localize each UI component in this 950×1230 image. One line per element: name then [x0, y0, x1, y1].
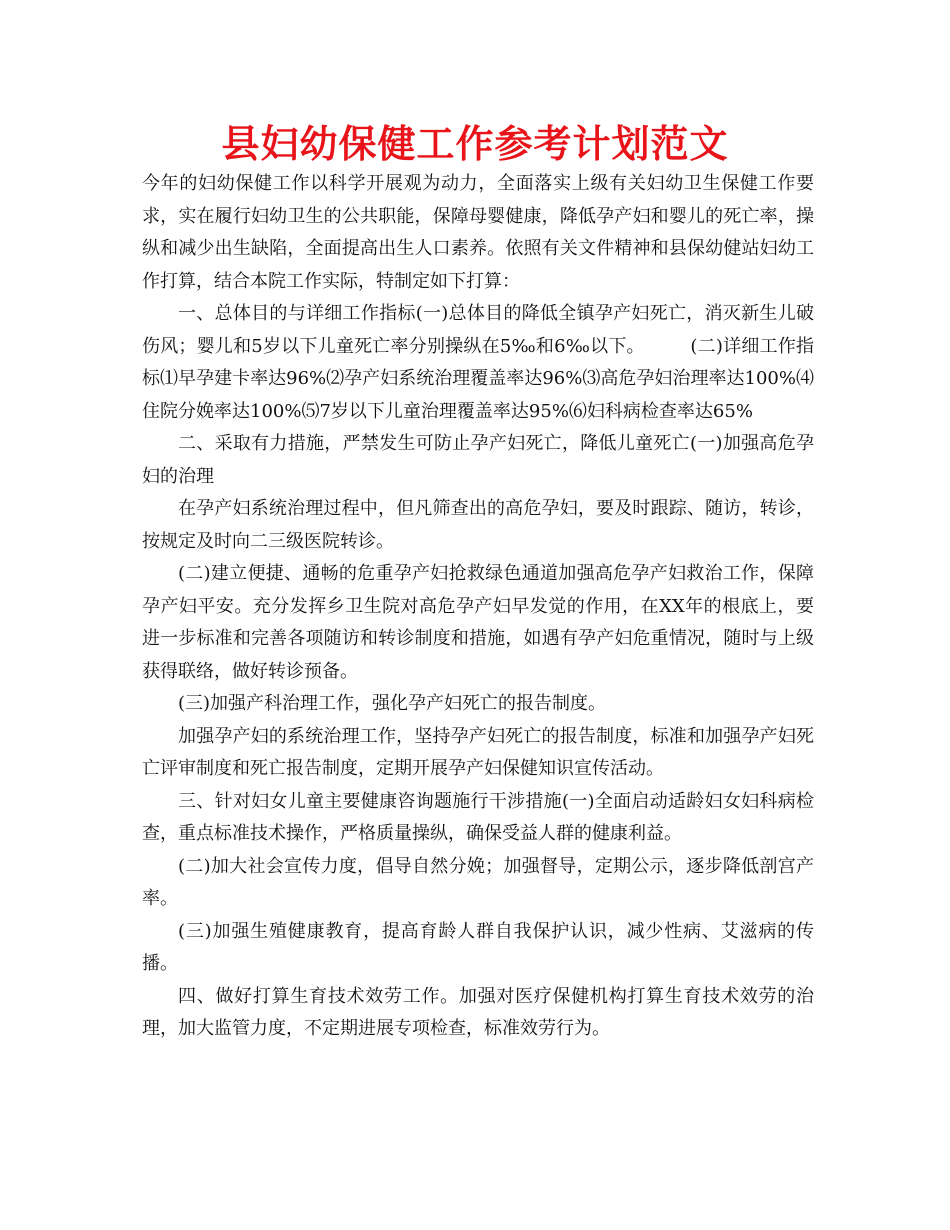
paragraph-obstetric-management: (三)加强产科治理工作，强化孕产妇死亡的报告制度。 — [178, 693, 607, 714]
paragraph-section-3: 三、针对妇女儿童主要健康咨询题施行干涉措施(一)全面启动适龄妇女妇科病检查，重点标准技术操作，严格质量操纵，确保受益人群的健康利益。 — [142, 790, 814, 844]
paragraph-section-4: 四、做好打算生育技术效劳工作。加强对医疗保健机构打算生育技术效劳的治理，加大监管力度，不定期进展专项检查，标准效劳行为。 — [142, 985, 814, 1039]
paragraph-reproductive-health: (三)加强生殖健康教育，提高育龄人群自我保护认识，减少性病、艾滋病的传播。 — [142, 920, 814, 974]
paragraph-green-channel: (二)建立便捷、通畅的危重孕产妇抢救绿色通道加强高危孕产妇救治工作，保障孕产妇平安。充分发挥乡卫生院对高危孕产妇早发觉的作用，在XX年的根底上，要进一步标准和完善各项随访和转诊制度和措施，如遇有孕产妇危重情况，随时与上级获得联络，做好转诊预备。 — [142, 563, 814, 682]
paragraph-section-1: 一、总体目的与详细工作指标(一)总体目的降低全镇孕产妇死亡，消灭新生儿破伤风；婴儿和5岁以下儿童死亡率分别操纵在5‰和6‰以下。 (二)详细工作指标⑴早孕建卡率达96%⑵孕产妇系统治理覆盖率达96%⑶高危孕妇治理率达100%⑷住院分娩率达100%⑸7岁以下儿童治理覆盖率达95%⑹妇科病检查率达65% — [142, 303, 814, 422]
document-body — [142, 168, 814, 1046]
paragraph-intro: 今年的妇幼保健工作以科学开展观为动力，全面落实上级有关妇幼卫生保健工作要求，实在履行妇幼卫生的公共职能，保障母婴健康，降低孕产妇和婴儿的死亡率，操纵和减少出生缺陷，全面提高出生人口素养。依照有关文件精神和县保幼健站妇幼工作打算，结合本院工作实际，特制定如下打算： — [142, 173, 814, 292]
paragraph-natural-delivery: (二)加大社会宣传力度，倡导自然分娩；加强督导，定期公示，逐步降低剖宫产率。 — [142, 855, 814, 909]
paragraph-system-management: 加强孕产妇的系统治理工作，坚持孕产妇死亡的报告制度，标准和加强孕产妇死亡评审制度和死亡报告制度，定期开展孕产妇保健知识宣传活动。 — [142, 725, 814, 779]
paragraph-section-2: 二、采取有力措施，严禁发生可防止孕产妇死亡，降低儿童死亡(一)加强高危孕妇的治理 — [142, 433, 814, 487]
paragraph-high-risk-screening: 在孕产妇系统治理过程中，但凡筛查出的高危孕妇，要及时跟踪、随访，转诊，按规定及时向二三级医院转诊。 — [142, 498, 814, 552]
document-title: 县妇幼保健工作参考计划范文 — [221, 121, 729, 166]
